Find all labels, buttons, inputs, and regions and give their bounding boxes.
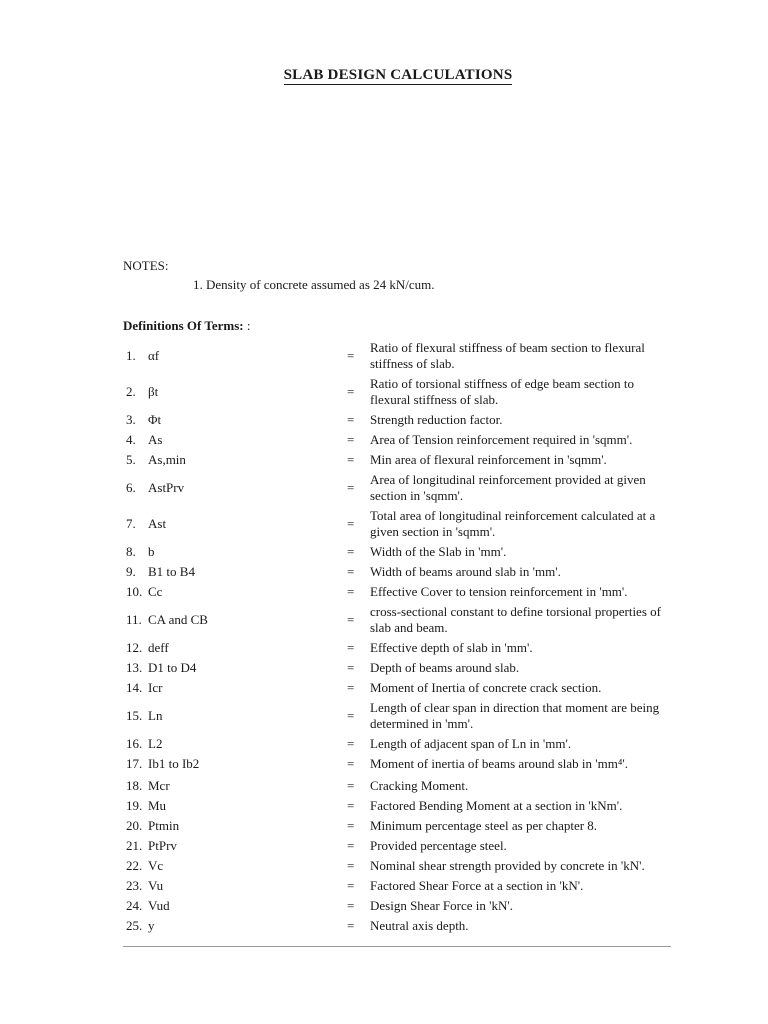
definition-description: Nominal shear strength provided by concrete in 'kN'. — [370, 858, 645, 873]
definition-number: 10. — [126, 584, 143, 599]
definition-term: βt — [148, 384, 159, 399]
definition-equals: = — [347, 878, 355, 893]
definition-number: 3. — [126, 412, 136, 427]
definition-number: 8. — [126, 544, 136, 559]
definitions-heading-suffix: : — [243, 318, 251, 333]
definition-equals: = — [347, 544, 355, 559]
definition-term: Ln — [148, 708, 163, 723]
definition-row — [0, 878, 768, 894]
definition-number: 19. — [126, 798, 143, 813]
definition-description: Moment of inertia of beams around slab in 'mm⁴'. — [370, 756, 628, 771]
definition-row — [0, 544, 768, 560]
definition-description: Area of Tension reinforcement required in 'sqmm'. — [370, 432, 633, 447]
definition-equals: = — [347, 384, 355, 399]
definition-number: 1. — [126, 348, 136, 363]
definition-equals: = — [347, 708, 355, 723]
definition-number: 25. — [126, 918, 143, 933]
definition-row — [0, 756, 768, 772]
definition-term: Ast — [148, 516, 167, 531]
definition-description: Minimum percentage steel as per chapter 8. — [370, 818, 598, 833]
definition-term: deff — [148, 640, 169, 655]
definition-row — [0, 736, 768, 752]
definition-number: 13. — [126, 660, 143, 675]
definition-term: αf — [148, 348, 160, 363]
definition-equals: = — [347, 432, 355, 447]
definition-number: 20. — [126, 818, 143, 833]
definition-row — [0, 376, 768, 408]
definition-term: As — [148, 432, 163, 447]
definition-term: Vud — [148, 898, 170, 913]
definition-term: D1 to D4 — [148, 660, 197, 675]
definition-number: 14. — [126, 680, 143, 695]
definition-term: B1 to B4 — [148, 564, 195, 579]
definition-equals: = — [347, 584, 355, 599]
definition-description: Design Shear Force in 'kN'. — [370, 898, 513, 913]
page-title-text: SLAB DESIGN CALCULATIONS — [283, 67, 513, 83]
definition-number: 17. — [126, 756, 143, 771]
definition-description: Effective depth of slab in 'mm'. — [370, 640, 533, 655]
definition-term: Ib1 to Ib2 — [148, 756, 200, 771]
definition-number: 2. — [126, 384, 136, 399]
definition-equals: = — [347, 818, 355, 833]
definition-equals: = — [347, 348, 355, 363]
definitions-heading-label: Definitions Of Terms: — [123, 318, 244, 333]
note-item: 1. Density of concrete assumed as 24 kN/cum. — [193, 277, 435, 292]
definition-equals: = — [347, 918, 355, 933]
definition-term: Vu — [148, 878, 164, 893]
definition-row — [0, 918, 768, 934]
definition-row — [0, 604, 768, 636]
definition-equals: = — [347, 516, 355, 531]
definition-equals: = — [347, 640, 355, 655]
bottom-divider — [123, 946, 671, 947]
definition-term: y — [148, 918, 155, 933]
definition-number: 22. — [126, 858, 143, 873]
definition-number: 12. — [126, 640, 143, 655]
definition-row — [0, 818, 768, 834]
definition-term: As,min — [148, 452, 186, 467]
definition-row — [0, 412, 768, 428]
definition-description: cross-sectional constant to define torsional properties of slab and beam. — [370, 604, 661, 635]
definition-term: Mcr — [148, 778, 170, 793]
definition-number: 5. — [126, 452, 136, 467]
definition-description: Depth of beams around slab. — [370, 660, 520, 675]
definition-equals: = — [347, 798, 355, 813]
definition-number: 21. — [126, 838, 143, 853]
definition-term: PtPrv — [148, 838, 177, 853]
definition-row — [0, 680, 768, 696]
definition-equals: = — [347, 564, 355, 579]
definition-row — [0, 898, 768, 914]
definition-description: Moment of Inertia of concrete crack section. — [370, 680, 602, 695]
definition-row — [0, 660, 768, 676]
definition-description: Provided percentage steel. — [370, 838, 507, 853]
definition-equals: = — [347, 736, 355, 751]
definition-term: Mu — [148, 798, 167, 813]
definition-description: Strength reduction factor. — [370, 412, 503, 427]
definition-term: Vc — [148, 858, 164, 873]
definition-term: CA and CB — [148, 612, 208, 627]
definition-row — [0, 858, 768, 874]
definition-term: Φt — [148, 412, 162, 427]
definition-number: 23. — [126, 878, 143, 893]
definition-row — [0, 778, 768, 794]
definition-description: Width of the Slab in 'mm'. — [370, 544, 507, 559]
definition-row — [0, 798, 768, 814]
definition-term: AstPrv — [148, 480, 185, 495]
definition-equals: = — [347, 612, 355, 627]
definition-row — [0, 564, 768, 580]
definition-term: Cc — [148, 584, 163, 599]
definition-row — [0, 700, 768, 732]
definition-description: Area of longitudinal reinforcement provided at given section in 'sqmm'. — [370, 472, 646, 503]
definition-row — [0, 452, 768, 468]
definition-equals: = — [347, 898, 355, 913]
definition-equals: = — [347, 480, 355, 495]
definition-number: 24. — [126, 898, 143, 913]
definition-description: Factored Shear Force at a section in 'kN'. — [370, 878, 584, 893]
definition-number: 9. — [126, 564, 136, 579]
definition-row — [0, 472, 768, 504]
definition-description: Min area of flexural reinforcement in 'sqmm'. — [370, 452, 607, 467]
notes-heading: NOTES: — [123, 258, 169, 273]
definition-row — [0, 584, 768, 600]
definition-description: Cracking Moment. — [370, 778, 469, 793]
definition-number: 15. — [126, 708, 143, 723]
definition-number: 4. — [126, 432, 136, 447]
definition-row — [0, 508, 768, 540]
definition-description: Neutral axis depth. — [370, 918, 469, 933]
definition-equals: = — [347, 858, 355, 873]
definition-term: Icr — [148, 680, 163, 695]
definition-term: b — [148, 544, 155, 559]
definition-row — [0, 340, 768, 372]
definition-equals: = — [347, 452, 355, 467]
definition-number: 6. — [126, 480, 136, 495]
definition-number: 16. — [126, 736, 143, 751]
definition-number: 11. — [126, 612, 142, 627]
definition-equals: = — [347, 412, 355, 427]
definition-equals: = — [347, 680, 355, 695]
definition-equals: = — [347, 778, 355, 793]
definitions-heading — [123, 318, 251, 334]
definition-equals: = — [347, 838, 355, 853]
definition-row — [0, 640, 768, 656]
definition-equals: = — [347, 660, 355, 675]
definition-equals: = — [347, 756, 355, 771]
definition-description: Effective Cover to tension reinforcement in 'mm'. — [370, 584, 628, 599]
definition-number: 18. — [126, 778, 143, 793]
definition-row — [0, 838, 768, 854]
definition-description: Length of adjacent span of Ln in 'mm'. — [370, 736, 572, 751]
definition-description: Width of beams around slab in 'mm'. — [370, 564, 561, 579]
page-title — [0, 67, 768, 84]
definition-description: Factored Bending Moment at a section in 'kNm'. — [370, 798, 623, 813]
definition-term: Ptmin — [148, 818, 180, 833]
definition-description: Length of clear span in direction that moment are being determined in 'mm'. — [370, 700, 660, 731]
definition-description: Ratio of torsional stiffness of edge beam section to flexural stiffness of slab. — [370, 376, 635, 407]
definition-description: Total area of longitudinal reinforcement calculated at a given section in 'sqmm'. — [370, 508, 656, 539]
definition-description: Ratio of flexural stiffness of beam section to flexural stiffness of slab. — [370, 340, 645, 371]
definition-row — [0, 432, 768, 448]
definition-number: 7. — [126, 516, 136, 531]
definition-term: L2 — [148, 736, 163, 751]
